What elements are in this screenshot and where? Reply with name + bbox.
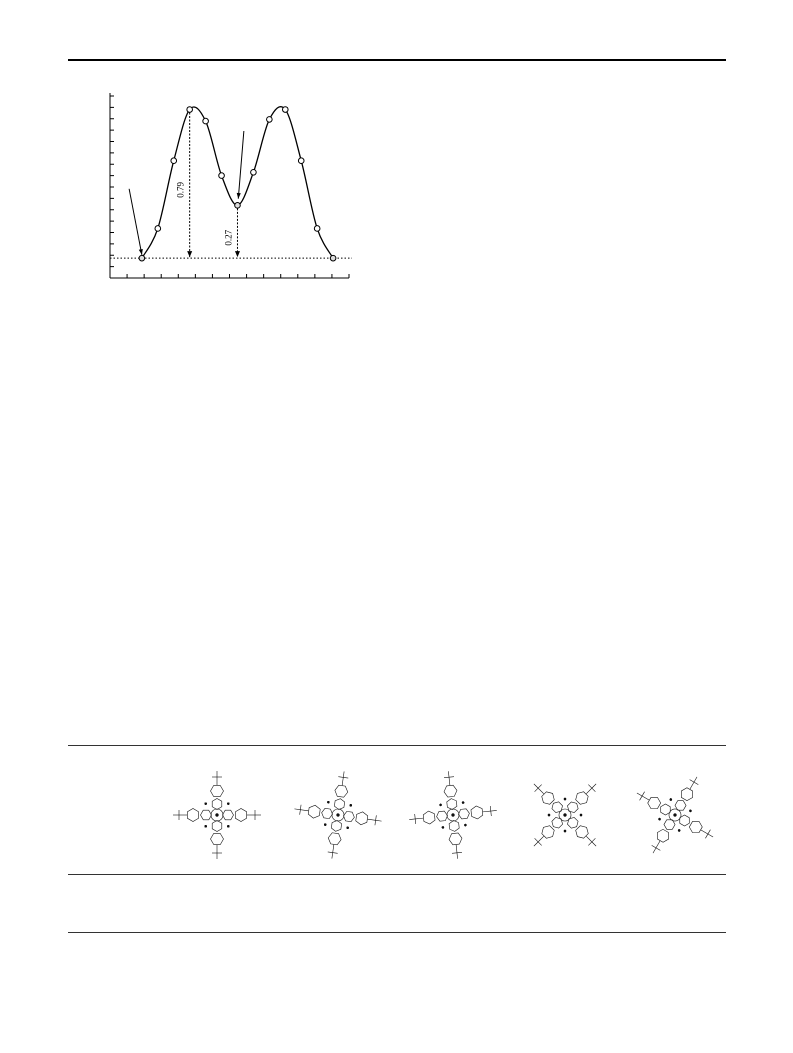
- benzo-ring: [688, 819, 704, 836]
- substituent-bond: [592, 842, 596, 846]
- meso-atom: [658, 818, 660, 820]
- pointer-arrow: [129, 189, 142, 255]
- pyrrole-ring: [212, 799, 222, 810]
- substituent-bond: [586, 788, 592, 794]
- metal-center: [563, 813, 567, 817]
- meso-atom: [205, 803, 207, 805]
- substituent-bond: [368, 819, 376, 820]
- table-mid-rule: [68, 874, 726, 875]
- meso-atom: [670, 798, 672, 800]
- pyrrole-ring: [223, 810, 234, 820]
- energy-label: 0.79: [175, 181, 186, 198]
- substituent-bond: [690, 780, 699, 785]
- pyrrole-ring: [331, 820, 342, 832]
- substituent-bond: [343, 771, 344, 777]
- chart-axes: [110, 93, 349, 278]
- substituent-bond: [415, 818, 423, 819]
- substituent-bond: [294, 809, 300, 810]
- substituent-bond: [534, 784, 538, 788]
- molecule-2: [288, 765, 387, 864]
- substituent-bond: [333, 845, 334, 853]
- data-point: [139, 255, 145, 261]
- substituent-bond: [690, 782, 694, 789]
- data-point: [187, 107, 193, 113]
- meso-atom: [347, 827, 349, 829]
- data-point: [155, 226, 161, 232]
- data-point: [298, 158, 304, 164]
- drop-arrowhead: [187, 251, 192, 257]
- substituent-bond: [705, 830, 710, 839]
- benzo-ring: [334, 785, 348, 798]
- metal-center: [673, 813, 677, 817]
- pyrrole-ring: [201, 810, 212, 820]
- benzo-ring: [679, 786, 696, 802]
- meso-atom: [678, 829, 680, 831]
- meso-atom: [462, 802, 464, 804]
- structure-4: [510, 760, 620, 870]
- pyrrole-ring: [663, 817, 677, 831]
- meso-atom: [548, 814, 551, 817]
- molecule-1: [173, 771, 261, 859]
- top-rule: [68, 59, 726, 61]
- structure-3: [398, 760, 508, 870]
- substituent-bond: [300, 810, 308, 811]
- benzo-ring: [211, 785, 224, 796]
- pyrrole-ring: [447, 798, 458, 810]
- meso-atom: [564, 798, 567, 801]
- meso-atom: [205, 825, 207, 827]
- molecule-4: [510, 760, 620, 870]
- molecule-3: [405, 767, 502, 864]
- meso-atom: [227, 825, 229, 827]
- table-bottom-rule: [68, 932, 726, 933]
- benzo-ring: [355, 811, 368, 825]
- substituent-bond: [342, 777, 343, 785]
- benzo-ring: [448, 833, 462, 845]
- meso-atom: [227, 803, 229, 805]
- data-point: [219, 173, 225, 179]
- metal-center: [451, 813, 454, 816]
- substituent-bond: [637, 793, 642, 796]
- benzo-ring: [423, 810, 435, 824]
- data-point: [251, 169, 257, 175]
- meso-atom: [324, 824, 326, 826]
- pyrrole-ring: [436, 811, 448, 822]
- data-point: [267, 117, 273, 123]
- data-point: [314, 226, 320, 232]
- substituent-bond: [409, 819, 415, 820]
- pyrrole-ring: [458, 809, 470, 820]
- substituent-bond: [642, 796, 649, 800]
- meso-atom: [564, 830, 567, 833]
- meso-atom: [464, 824, 466, 826]
- substituent-bond: [483, 811, 491, 812]
- data-point: [171, 158, 177, 164]
- substituent-bond: [538, 836, 544, 842]
- pyrrole-ring: [321, 808, 333, 819]
- substituent-bond: [701, 830, 708, 834]
- data-point: [203, 118, 209, 124]
- pyrrole-ring: [449, 820, 460, 832]
- substituent-bond: [534, 842, 538, 846]
- benzo-ring: [187, 809, 198, 822]
- substituent-bond: [538, 788, 544, 794]
- data-labels: [176, 181, 234, 245]
- substituent-bond: [694, 777, 697, 782]
- substituent-bond: [332, 853, 333, 859]
- structure-5: [620, 760, 730, 870]
- benzo-ring: [327, 832, 341, 845]
- meso-atom: [327, 801, 329, 803]
- substituent-bond: [376, 820, 382, 821]
- metal-center: [336, 813, 339, 816]
- pyrrole-ring: [674, 798, 688, 812]
- substituent-bond: [640, 792, 645, 801]
- pyrrole-ring: [677, 814, 691, 828]
- pyrrole-ring: [343, 811, 355, 822]
- substituent-bond: [456, 845, 457, 853]
- substituent-bond: [652, 845, 661, 850]
- benzo-ring: [443, 785, 457, 797]
- structure-2: [283, 760, 393, 870]
- substituent-bond: [586, 836, 592, 842]
- meso-atom: [350, 804, 352, 806]
- meso-atom: [440, 804, 442, 806]
- table-top-rule: [68, 745, 726, 746]
- substituent-bond: [592, 784, 596, 788]
- substituent-bond: [653, 848, 656, 853]
- benzo-ring: [646, 795, 662, 812]
- pyrrole-ring: [334, 798, 345, 810]
- substituent-bond: [449, 777, 450, 785]
- energy-label: 0.27: [223, 229, 234, 246]
- data-point: [330, 255, 336, 261]
- benzo-ring: [235, 809, 246, 822]
- energy-profile-chart: [95, 88, 365, 288]
- meso-atom: [442, 826, 444, 828]
- data-point: [282, 107, 288, 113]
- data-point: [235, 203, 241, 209]
- drop-arrowhead: [235, 251, 240, 257]
- benzo-ring: [471, 805, 483, 819]
- energy-curve: [142, 107, 333, 259]
- pyrrole-ring: [658, 803, 672, 817]
- meso-atom: [580, 814, 583, 817]
- benzo-ring: [308, 804, 321, 818]
- substituent-bond: [457, 853, 458, 859]
- substituent-bond: [491, 810, 497, 811]
- meso-atom: [689, 810, 691, 812]
- pointer-arrowhead: [139, 249, 143, 255]
- structure-1: [162, 760, 272, 870]
- metal-center: [216, 814, 219, 817]
- pyrrole-ring: [212, 821, 222, 832]
- substituent-bond: [656, 841, 660, 848]
- molecule-5: [620, 760, 730, 870]
- benzo-ring: [211, 833, 224, 844]
- substituent-bond: [448, 771, 449, 777]
- substituent-bond: [708, 834, 713, 837]
- pointer-arrow: [238, 131, 244, 199]
- benzo-ring: [655, 828, 672, 844]
